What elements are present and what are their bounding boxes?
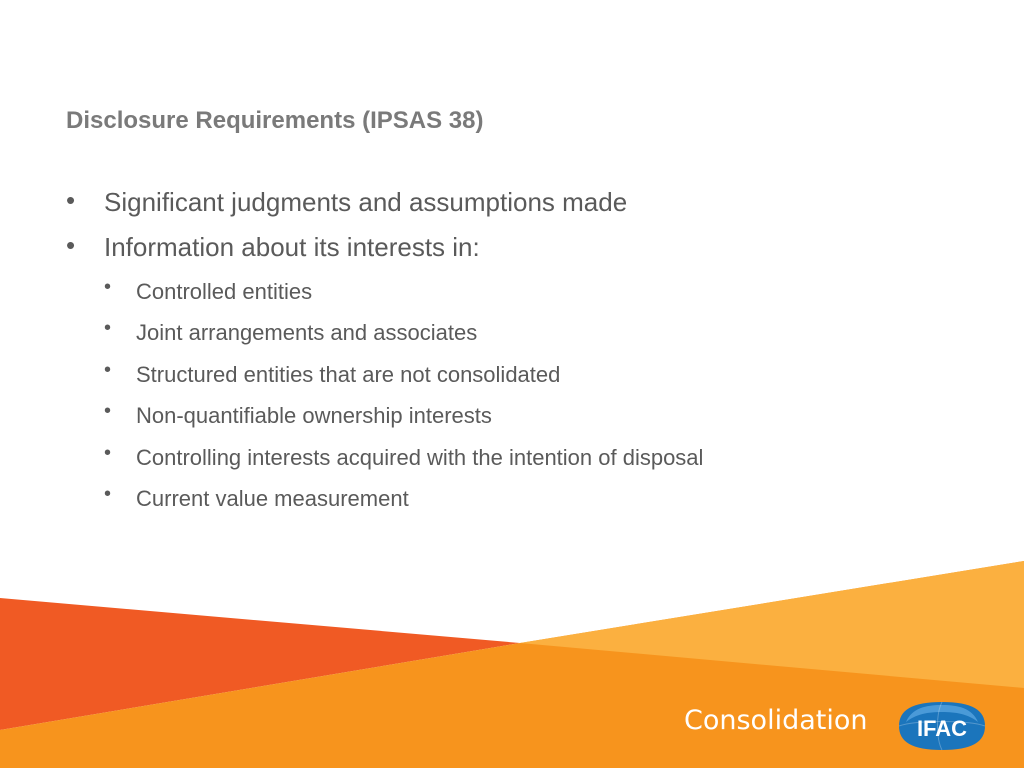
bullet-dot-icon: • [66, 230, 76, 260]
ifac-logo-icon [896, 696, 988, 756]
bullet-text: Information about its interests in: [104, 232, 480, 262]
bullet-dot-icon: • [104, 400, 112, 422]
bullet-text: Significant judgments and assumptions made [104, 187, 628, 217]
bullet-dot-icon: • [104, 359, 112, 381]
bullet-dot-icon: • [104, 276, 112, 298]
footer-label: Consolidation [684, 705, 868, 736]
sub-bullet-text: Non-quantifiable ownership interests [136, 403, 492, 428]
sub-bullet-text: Controlling interests acquired with the intention of disposal [136, 445, 704, 470]
sub-bullet-text: Structured entities that are not consolidated [136, 362, 561, 387]
bullet-dot-icon: • [104, 442, 112, 464]
bullet-dot-icon: • [66, 185, 76, 215]
slide-title: Disclosure Requirements (IPSAS 38) [66, 107, 484, 134]
sub-bullet-text: Joint arrangements and associates [136, 320, 478, 345]
ifac-logo-text: IFAC [916, 716, 968, 741]
sub-bullet-text: Current value measurement [136, 486, 409, 511]
bullet-dot-icon: • [104, 483, 112, 505]
bullet-dot-icon: • [104, 317, 112, 339]
sub-bullet-text: Controlled entities [136, 279, 313, 304]
